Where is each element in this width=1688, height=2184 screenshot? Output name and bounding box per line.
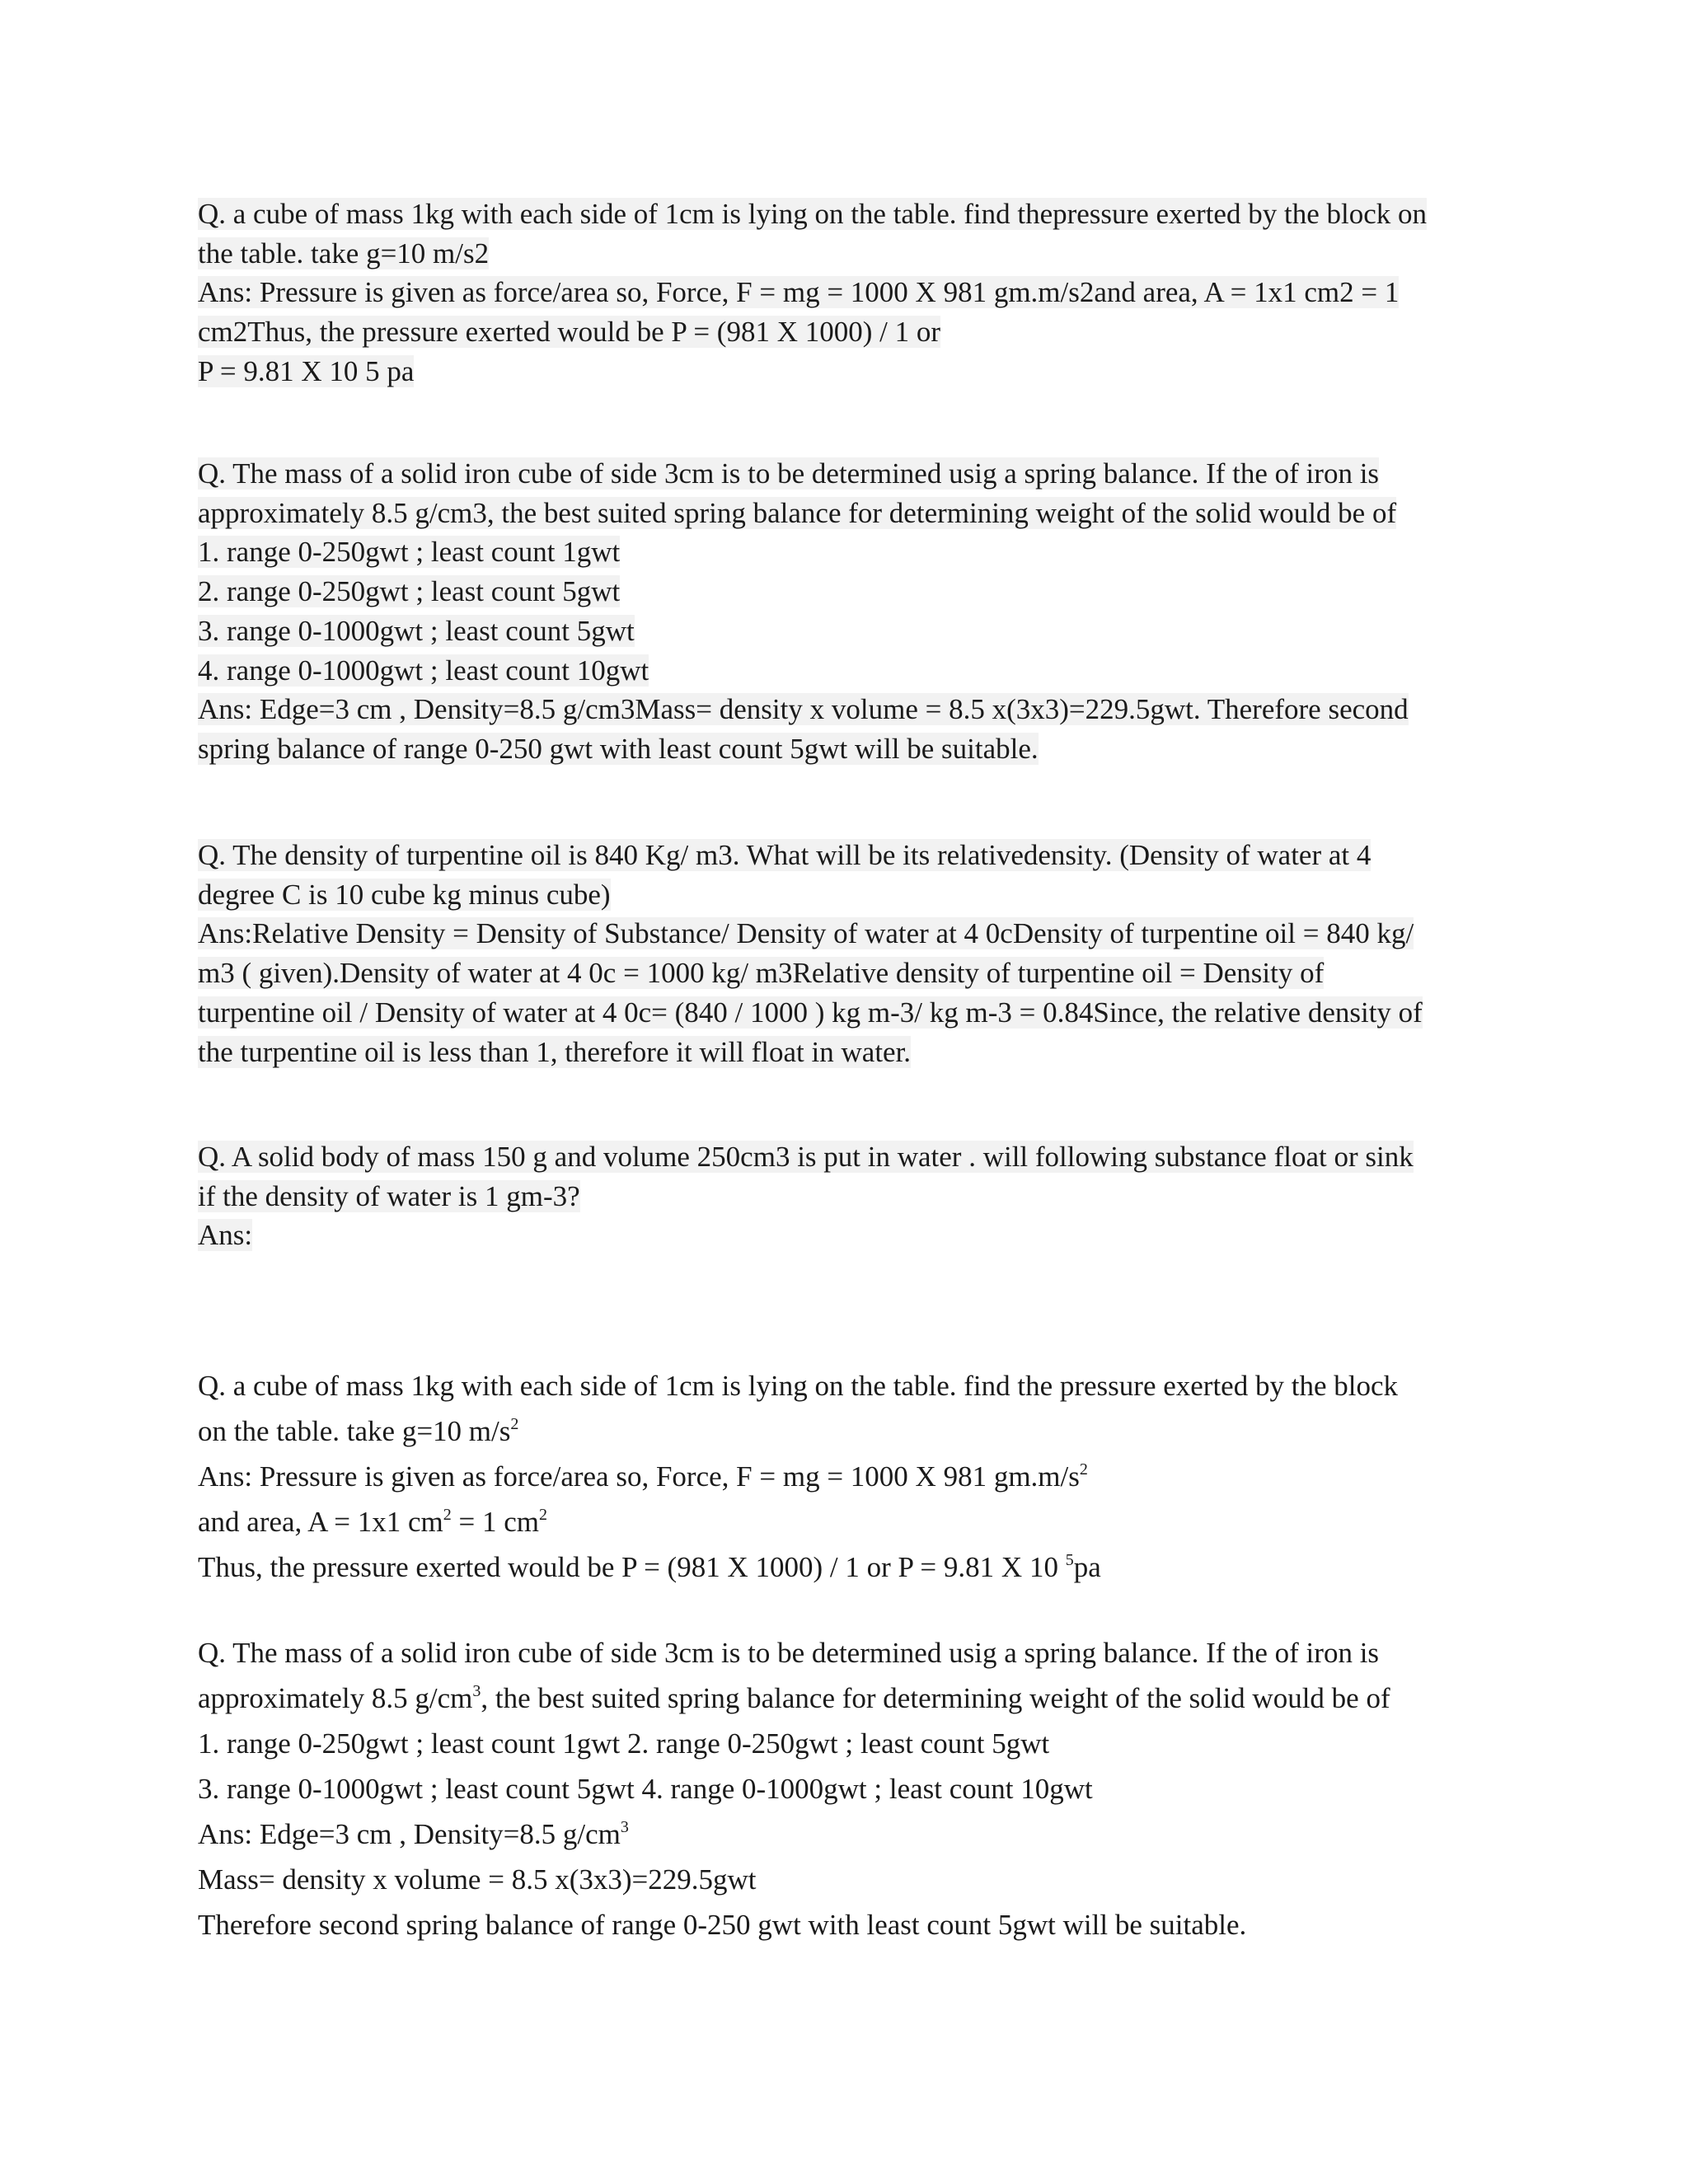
text-line: Q. The density of turpentine oil is 840 Kg/ m3. What will be its relativedensity. (Density of water at 4 — [198, 839, 1372, 871]
text-line: m3 ( given).Density of water at 4 0c = 1000 kg/ m3Relative density of turpentine oil = Density of — [198, 957, 1325, 990]
superscript: 3 — [472, 1682, 481, 1700]
text-line: Thus, the pressure exerted would be P = (981 X 1000) / 1 or P = 9.81 X 10 $^5$pa — [198, 1551, 1101, 1583]
text-line: turpentine oil / Density of water at 4 0c= (840 / 1000 ) kg m-3/ kg m-3 = 0.84Since, the relative density of — [198, 996, 1423, 1029]
superscript: 2 — [510, 1415, 519, 1433]
text-line: 3. range 0-1000gwt ; least count 5gwt — [198, 614, 635, 647]
text-line: Q. The mass of a solid iron cube of side 3cm is to be determined usig a spring balance. If the of iron is — [198, 1637, 1380, 1669]
question-block-pressure-cube — [198, 194, 1427, 391]
question-block-spring-balance-formatted — [198, 1630, 1390, 1947]
text-line: 4. range 0-1000gwt ; least count 10gwt — [198, 654, 649, 687]
question-block-pressure-cube-formatted — [198, 1363, 1398, 1590]
superscript: 2 — [443, 1506, 452, 1524]
text-line: approximately 8.5 g/cm3, the best suited spring balance for determining weight of the solid would be of — [198, 496, 1397, 529]
text-line: approximately 8.5 $g/cm^3$, the best suited spring balance for determining weight of the solid would be of — [198, 1682, 1390, 1714]
text-line: Q. a cube of mass 1kg with each side of 1cm is lying on the table. find thepressure exerted by the block on — [198, 198, 1427, 230]
text-line: Q. A solid body of mass 150 g and volume 250cm3 is put in water . will following substance float or sink — [198, 1141, 1414, 1173]
question-block-turpentine-density — [198, 836, 1423, 1071]
text-line: on the table. take g=10 $m/s^2$ — [198, 1415, 519, 1447]
text-line: and area, A = 1x1 $cm^2 = 1$ $cm^2$ — [198, 1506, 547, 1538]
text-line: cm2Thus, the pressure exerted would be P = (981 X 1000) / 1 or — [198, 316, 941, 349]
text-line: Ans: Pressure is given as force/area so, Force, F = mg = 1000 X 981 gm.m/s2and area, A = 1x1 cm2 = 1 — [198, 276, 1400, 309]
text-line: if the density of water is 1 gm-3? — [198, 1179, 580, 1212]
text-line: the turpentine oil is less than 1, therefore it will float in water. — [198, 1035, 912, 1068]
text-line: spring balance of range 0-250 gwt with least count 5gwt will be suitable. — [198, 732, 1039, 765]
question-block-float-or-sink — [198, 1137, 1414, 1255]
text-line: 3. range 0-1000gwt ; least count 5gwt 4. range 0-1000gwt ; least count 10gwt — [198, 1773, 1093, 1805]
text-line: Mass= density x volume = 8.5 x(3x3)=229.5gwt — [198, 1863, 757, 1896]
text-line: Ans:Relative Density = Density of Substance/ Density of water at 4 0cDensity of turpentine oil = 840 kg/ — [198, 917, 1414, 950]
text-line: Ans: Edge=3 cm , Density=8.5 $g/cm^3$ — [198, 1818, 629, 1850]
text-line: P = 9.81 X 10 5 pa — [198, 354, 415, 387]
text-line: Ans: — [198, 1219, 253, 1252]
text-line: Ans: Edge=3 cm , Density=8.5 g/cm3Mass= density x volume = 8.5 x(3x3)=229.5gwt. Therefore second — [198, 693, 1409, 726]
superscript: 5 — [1065, 1551, 1074, 1569]
text-line: 2. range 0-250gwt ; least count 5gwt — [198, 575, 621, 608]
text-line: the table. take g=10 m/s2 — [198, 237, 490, 269]
text-line: Q. The mass of a solid iron cube of side 3cm is to be determined usig a spring balance. If the of iron is — [198, 457, 1380, 490]
text-line: 1. range 0-250gwt ; least count 1gwt — [198, 536, 621, 569]
question-block-spring-balance — [198, 454, 1409, 769]
text-line: degree C is 10 cube kg minus cube) — [198, 878, 611, 911]
text-line: 1. range 0-250gwt ; least count 1gwt 2. range 0-250gwt ; least count 5gwt — [198, 1727, 1050, 1760]
text-line: Therefore second spring balance of range 0-250 gwt with least count 5gwt will be suitable. — [198, 1909, 1247, 1941]
superscript: 3 — [620, 1818, 629, 1836]
superscript: 2 — [538, 1506, 547, 1524]
superscript: 2 — [1079, 1460, 1088, 1479]
text-line: Ans: Pressure is given as force/area so, Force, F = mg = 1000 X 981 $gm.m/s^2$ — [198, 1460, 1088, 1493]
text-line: Q. a cube of mass 1kg with each side of 1cm is lying on the table. find the pressure exerted by the block — [198, 1370, 1398, 1402]
